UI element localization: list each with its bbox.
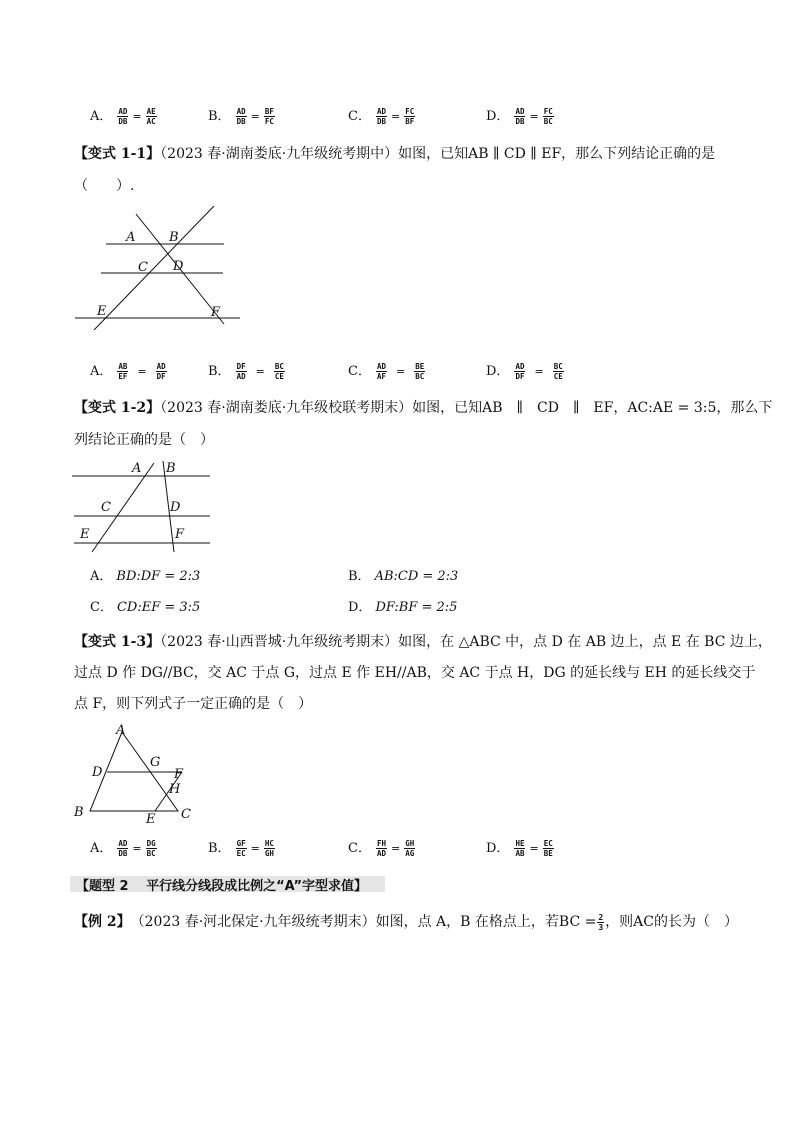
option-letter: B．: [208, 840, 231, 856]
fraction-left: $\frac{AD}{DB}$: [118, 839, 128, 858]
fraction-right: $\frac{DG}{BC}$: [146, 839, 156, 858]
q1-stem-line2: （ ）.: [74, 178, 135, 194]
option-letter: C．: [348, 108, 371, 124]
fraction-left: $\frac{HE}{AB}$: [515, 839, 525, 858]
option-text: AB:CD = 2:3: [374, 569, 459, 584]
label-f: F: [175, 527, 185, 542]
option-letter: D．: [486, 840, 510, 856]
fraction-right: $\frac{BC}{CE}$: [274, 362, 284, 381]
q1-stem-line1: [74, 144, 715, 164]
example-2-text-after: ，则AC的长为（ ）: [605, 914, 738, 930]
q0-option-b[interactable]: B． $\frac{AD}{DB}$ = $\frac{BF}{FC}$: [208, 107, 274, 126]
fraction-left: $\frac{AD}{DB}$: [515, 107, 525, 126]
example-2-text: （2023 春·河北保定·九年级统考期末）如图，点 A，B 在格点上，若BC =: [130, 914, 597, 930]
fraction-left: $\frac{FH}{AD}$: [376, 839, 386, 858]
option-letter: A．: [90, 363, 113, 379]
label-f: F: [211, 305, 221, 320]
fraction-right: $\frac{HC}{GH}$: [264, 839, 274, 858]
label-a: A: [132, 461, 142, 476]
fraction-right: $\frac{AD}{DF}$: [156, 362, 166, 381]
label-c: C: [101, 500, 111, 515]
label-a: A: [126, 230, 136, 245]
label-c: C: [181, 807, 191, 822]
fraction-left: $\frac{AD}{DB}$: [376, 107, 386, 126]
example-2-tag: 【例 2】: [74, 914, 131, 930]
q2-option-d[interactable]: [348, 598, 457, 618]
fraction-right: $\frac{EC}{BE}$: [543, 839, 553, 858]
option-text: DF:BF = 2:5: [375, 600, 458, 615]
option-letter: D．: [486, 363, 510, 379]
q3-stem-line1: [74, 632, 772, 652]
label-b: B: [74, 805, 84, 820]
q3-tag: 【变式 1-3】: [74, 634, 161, 650]
q1-option-a[interactable]: A． $\frac{AB}{EF}$ = $\frac{AD}{DF}$: [90, 362, 166, 381]
fraction-right: $\frac{AE}{AC}$: [146, 107, 156, 126]
option-letter: C．: [348, 363, 371, 379]
example-2-stem: [74, 912, 738, 932]
q0-option-a[interactable]: A． $\frac{AD}{DB}$ = $\frac{AE}{AC}$: [90, 107, 156, 126]
q3-option-c[interactable]: C． $\frac{FH}{AD}$ = $\frac{GH}{AG}$: [348, 839, 415, 858]
option-letter: B．: [208, 363, 231, 379]
q1-tag: 【变式 1-1】: [74, 146, 161, 162]
fraction-left: $\frac{AB}{EF}$: [118, 362, 128, 381]
label-d: D: [170, 500, 181, 515]
option-text: CD:EF = 3:5: [116, 600, 201, 615]
option-letter: B．: [348, 569, 371, 584]
q2-stem-line1: [74, 398, 772, 418]
q2-stem-line2: 列结论正确的是（ ）: [74, 432, 214, 448]
option-text: BD:DF = 2:3: [116, 569, 201, 584]
q3-figure: [70, 720, 200, 825]
fraction-right: $\frac{BC}{CE}$: [553, 362, 563, 381]
fraction-left: $\frac{AD}{DB}$: [236, 107, 246, 126]
label-f: F: [174, 767, 184, 782]
label-d: D: [173, 259, 184, 274]
q1-option-b[interactable]: B． $\frac{DF}{AD}$ = $\frac{BC}{CE}$: [208, 362, 284, 381]
fraction-left: $\frac{AD}{AF}$: [376, 362, 386, 381]
label-d: D: [92, 765, 103, 780]
label-b: B: [169, 230, 179, 245]
fraction-right: $\frac{BF}{FC}$: [264, 107, 274, 126]
q2-figure: [70, 456, 215, 556]
fraction-left: $\frac{DF}{AD}$: [236, 362, 246, 381]
label-g: G: [150, 755, 161, 770]
section-header: 【题型 2 平行线分线段成比例之“A”字型求值】: [76, 879, 368, 894]
label-a: A: [116, 723, 126, 738]
label-b: B: [166, 461, 176, 476]
q2-option-a[interactable]: [90, 567, 200, 587]
q2-option-c[interactable]: [90, 598, 200, 618]
q0-option-d[interactable]: D． $\frac{AD}{DB}$ = $\frac{FC}{BC}$: [486, 107, 553, 126]
option-letter: A．: [90, 108, 113, 124]
q3-option-b[interactable]: B． $\frac{GF}{EC}$ = $\frac{HC}{GH}$: [208, 839, 274, 858]
fraction-right: $\frac{BE}{BC}$: [415, 362, 425, 381]
option-letter: D．: [486, 108, 510, 124]
example-2-fraction: $\frac{2}{3}$: [598, 912, 604, 932]
q1-option-d[interactable]: D． $\frac{AD}{DF}$ = $\frac{BC}{CE}$: [486, 362, 563, 381]
q1-text: （2023 春·湖南娄底·九年级统考期中）如图，已知AB ∥ CD ∥ EF，那么下列结论正确的是: [160, 146, 716, 162]
q0-option-c[interactable]: C． $\frac{AD}{DB}$ = $\frac{FC}{BF}$: [348, 107, 415, 126]
fraction-right: $\frac{GH}{AG}$: [405, 839, 415, 858]
fraction-left: $\frac{AD}{DF}$: [515, 362, 525, 381]
q3-text: （2023 春·山西晋城·九年级统考期末）如图，在 △ABC 中，点 D 在 AB 边上，点 E 在 BC 边上，: [160, 634, 772, 650]
label-e: E: [146, 812, 156, 825]
fraction-left: $\frac{AD}{DB}$: [118, 107, 128, 126]
option-letter: C．: [90, 600, 113, 615]
option-letter: A．: [90, 840, 113, 856]
option-letter: B．: [208, 108, 231, 124]
q3-stem-line3: 点 F，则下列式子一定正确的是（ ）: [74, 696, 313, 712]
fraction-left: $\frac{GF}{EC}$: [236, 839, 246, 858]
fraction-right: $\frac{FC}{BC}$: [543, 107, 553, 126]
label-e: E: [80, 527, 90, 542]
option-letter: C．: [348, 840, 371, 856]
q3-option-d[interactable]: D． $\frac{HE}{AB}$ = $\frac{EC}{BE}$: [486, 839, 553, 858]
q3-stem-line2: 过点 D 作 DG//BC，交 AC 于点 G，过点 E 作 EH//AB，交 AC 于点 H，DG 的延长线与 EH 的延长线交于: [74, 665, 756, 681]
q1-option-c[interactable]: C． $\frac{AD}{AF}$ = $\frac{BE}{BC}$: [348, 362, 425, 381]
option-letter: A．: [90, 569, 113, 584]
q2-text: （2023 春·湖南娄底·九年级校联考期末）如图，已知AB ∥ CD ∥ EF，AC:AE = 3:5，那么下: [160, 400, 773, 416]
label-e: E: [97, 304, 107, 319]
q2-tag: 【变式 1-2】: [74, 400, 161, 416]
label-c: C: [138, 260, 148, 275]
q2-option-b[interactable]: [348, 567, 458, 587]
option-letter: D．: [348, 600, 372, 615]
fraction-right: $\frac{FC}{BF}$: [405, 107, 415, 126]
label-h: H: [169, 782, 181, 797]
q3-option-a[interactable]: A． $\frac{AD}{DB}$ = $\frac{DG}{BC}$: [90, 839, 156, 858]
q1-figure: [70, 200, 250, 330]
